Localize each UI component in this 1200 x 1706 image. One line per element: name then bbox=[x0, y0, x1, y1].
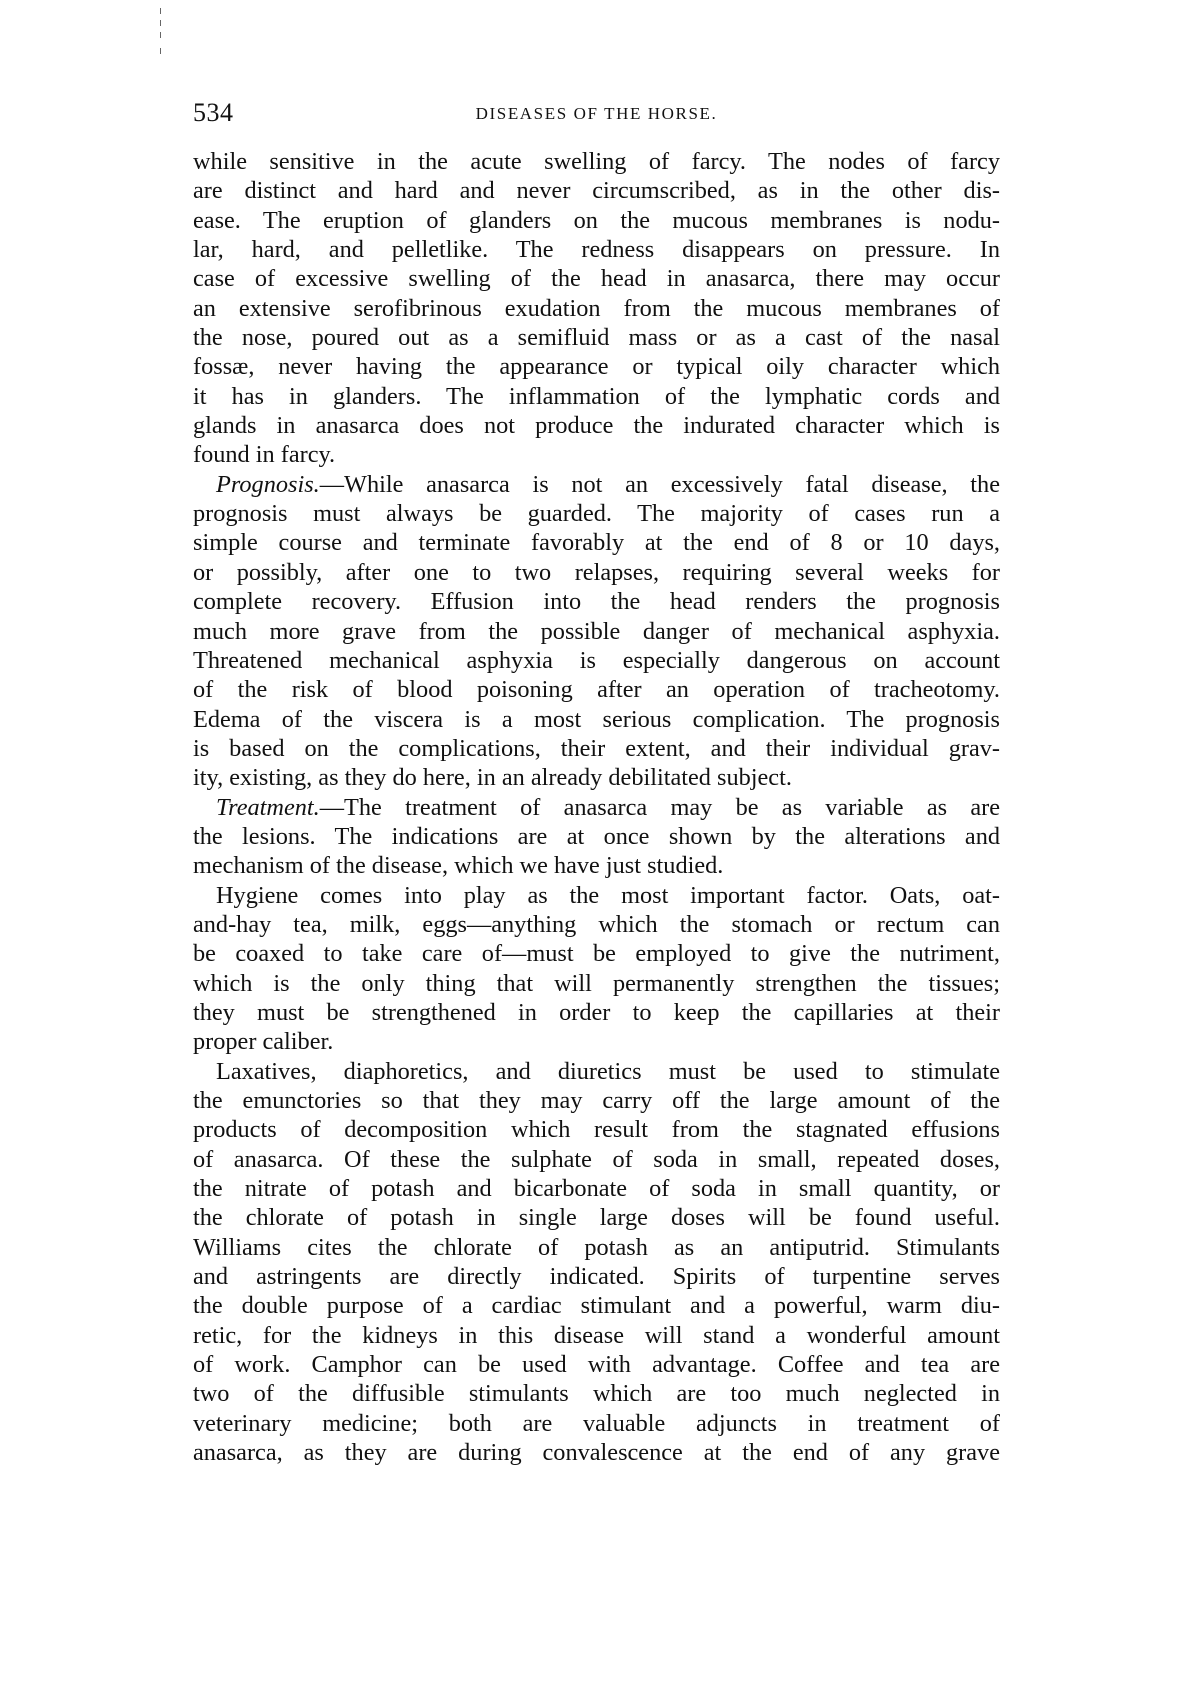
text-line bbox=[193, 881, 1000, 910]
text-line bbox=[193, 1262, 1000, 1291]
paragraph-p1 bbox=[193, 470, 1000, 793]
text-line bbox=[193, 1379, 1000, 1408]
running-title: DISEASES OF THE HORSE. bbox=[475, 104, 718, 123]
line-text: Williams cites the chlorate of potash as an antiputrid. Stimulants bbox=[193, 1233, 1000, 1261]
line-text: and-hay tea, milk, eggs—anything which the stomach or rectum can bbox=[193, 910, 1000, 938]
line-text: anasarca, as they are during convalescence at the end of any grave bbox=[193, 1439, 1000, 1467]
text-line bbox=[193, 235, 1000, 264]
line-text: Threatened mechanical asphyxia is especially dangerous on account bbox=[193, 646, 1000, 674]
text-line bbox=[193, 147, 1000, 176]
line-text: products of decomposition which result from the stagnated effusions bbox=[193, 1116, 1000, 1144]
margin-tick bbox=[160, 20, 161, 26]
page-number: 534 bbox=[193, 98, 234, 127]
text-line bbox=[193, 470, 1000, 499]
paragraph-p3 bbox=[193, 881, 1000, 1057]
line-text: which is the only thing that will permanently strengthen the tissues; bbox=[193, 969, 1000, 997]
line-text: Hygiene comes into play as the most important factor. Oats, oat- bbox=[216, 881, 1000, 909]
line-text: simple course and terminate favorably at the end of 8 or 10 days, bbox=[193, 529, 1000, 557]
line-text: the lesions. The indications are at once shown by the alterations and bbox=[193, 822, 1000, 850]
section-heading: Treatment. bbox=[216, 793, 320, 821]
text-line bbox=[193, 1233, 1000, 1262]
text-line bbox=[193, 411, 1000, 440]
text-line bbox=[193, 617, 1000, 646]
text-line bbox=[193, 440, 1000, 469]
text-line bbox=[193, 1350, 1000, 1379]
line-text: much more grave from the possible danger of mechanical asphyxia. bbox=[193, 617, 1000, 645]
line-text: of work. Camphor can be used with advantage. Coffee and tea are bbox=[193, 1351, 1000, 1379]
text-line bbox=[193, 264, 1000, 293]
line-text: and astringents are directly indicated. Spirits of turpentine serves bbox=[193, 1263, 1000, 1291]
line-text: the emunctories so that they may carry off the large amount of the bbox=[193, 1087, 1000, 1114]
line-text: found in farcy. bbox=[193, 441, 336, 469]
text-line bbox=[193, 1086, 1000, 1115]
text-line bbox=[193, 851, 1000, 880]
line-text: of the risk of blood poisoning after an operation of tracheotomy. bbox=[193, 676, 1000, 704]
text-line bbox=[193, 499, 1000, 528]
line-text: is based on the complications, their extent, and their individual grav- bbox=[193, 734, 1000, 762]
line-text: retic, for the kidneys in this disease will stand a wonderful amount bbox=[193, 1321, 1000, 1349]
line-text: it has in glanders. The inflammation of the lymphatic cords and bbox=[193, 382, 1000, 410]
section-heading: Prognosis. bbox=[216, 470, 320, 498]
text-line bbox=[193, 176, 1000, 205]
line-text: the chlorate of potash in single large doses will be found useful. bbox=[193, 1204, 1000, 1232]
text-line bbox=[193, 675, 1000, 704]
text-line bbox=[193, 1438, 1000, 1467]
text-line bbox=[193, 705, 1000, 734]
line-text: they must be strengthened in order to keep the capillaries at their bbox=[193, 998, 1000, 1026]
paragraph-p0 bbox=[193, 147, 1000, 470]
line-text: are distinct and hard and never circumscribed, as in the other dis- bbox=[193, 177, 1000, 205]
line-text: —While anasarca is not an excessively fatal disease, the bbox=[319, 470, 1000, 498]
line-text: the double purpose of a cardiac stimulant and a powerful, warm diu- bbox=[193, 1292, 1000, 1320]
text-line bbox=[193, 206, 1000, 235]
text-line bbox=[193, 1057, 1000, 1086]
line-text: complete recovery. Effusion into the head renders the prognosis bbox=[193, 588, 1000, 616]
line-text: Edema of the viscera is a most serious complication. The prognosis bbox=[193, 705, 1000, 733]
body-text bbox=[193, 147, 1000, 1467]
text-line bbox=[193, 352, 1000, 381]
margin-tick bbox=[160, 32, 161, 38]
text-line bbox=[193, 1409, 1000, 1438]
line-text: —The treatment of anasarca may be as variable as are bbox=[319, 793, 1000, 821]
scan-margin-marks bbox=[160, 8, 162, 58]
line-text: be coaxed to take care of—must be employed to give the nutriment, bbox=[193, 940, 1000, 968]
paragraph-p2 bbox=[193, 793, 1000, 881]
page-header bbox=[193, 98, 1000, 132]
margin-tick bbox=[160, 8, 161, 14]
line-text: ease. The eruption of glanders on the mucous membranes is nodu- bbox=[193, 206, 1000, 234]
text-line bbox=[193, 822, 1000, 851]
line-text: while sensitive in the acute swelling of farcy. The nodes of farcy bbox=[193, 148, 1000, 175]
text-line bbox=[193, 646, 1000, 675]
line-text: an extensive serofibrinous exudation from the mucous membranes of bbox=[193, 294, 1000, 322]
line-text: the nitrate of potash and bicarbonate of soda in small quantity, or bbox=[193, 1175, 1000, 1203]
paragraph-p4 bbox=[193, 1057, 1000, 1468]
text-line bbox=[193, 1174, 1000, 1203]
text-line bbox=[193, 969, 1000, 998]
text-line bbox=[193, 734, 1000, 763]
line-text: two of the diffusible stimulants which are too much neglected in bbox=[193, 1380, 1000, 1408]
text-line bbox=[193, 587, 1000, 616]
line-text: fossæ, never having the appearance or typical oily character which bbox=[193, 353, 1000, 381]
text-line bbox=[193, 294, 1000, 323]
line-text: case of excessive swelling of the head in anasarca, there may occur bbox=[193, 265, 1000, 293]
line-text: ity, existing, as they do here, in an already debilitated subject. bbox=[193, 764, 792, 792]
text-line bbox=[193, 382, 1000, 411]
line-text: the nose, poured out as a semifluid mass or as a cast of the nasal bbox=[193, 324, 1000, 352]
line-text: veterinary medicine; both are valuable adjuncts in treatment of bbox=[193, 1409, 1000, 1437]
line-text: proper caliber. bbox=[193, 1028, 334, 1056]
text-line bbox=[193, 1115, 1000, 1144]
line-text: Laxatives, diaphoretics, and diuretics must be used to stimulate bbox=[216, 1057, 1000, 1085]
text-line bbox=[193, 910, 1000, 939]
text-line bbox=[193, 1291, 1000, 1320]
margin-tick bbox=[160, 48, 161, 54]
text-line bbox=[193, 558, 1000, 587]
text-line bbox=[193, 939, 1000, 968]
text-line bbox=[193, 1145, 1000, 1174]
text-line bbox=[193, 1203, 1000, 1232]
line-text: lar, hard, and pelletlike. The redness disappears on pressure. In bbox=[193, 236, 1000, 264]
text-line bbox=[193, 528, 1000, 557]
text-line bbox=[193, 763, 1000, 792]
line-text: of anasarca. Of these the sulphate of soda in small, repeated doses, bbox=[193, 1145, 1000, 1173]
text-line bbox=[193, 323, 1000, 352]
text-line bbox=[193, 998, 1000, 1027]
text-line bbox=[193, 793, 1000, 822]
text-line bbox=[193, 1027, 1000, 1056]
text-line bbox=[193, 1321, 1000, 1350]
line-text: mechanism of the disease, which we have just studied. bbox=[193, 852, 724, 880]
line-text: prognosis must always be guarded. The majority of cases run a bbox=[193, 500, 1000, 528]
line-text: or possibly, after one to two relapses, requiring several weeks for bbox=[193, 558, 1000, 586]
line-text: glands in anasarca does not produce the indurated character which is bbox=[193, 412, 1000, 440]
